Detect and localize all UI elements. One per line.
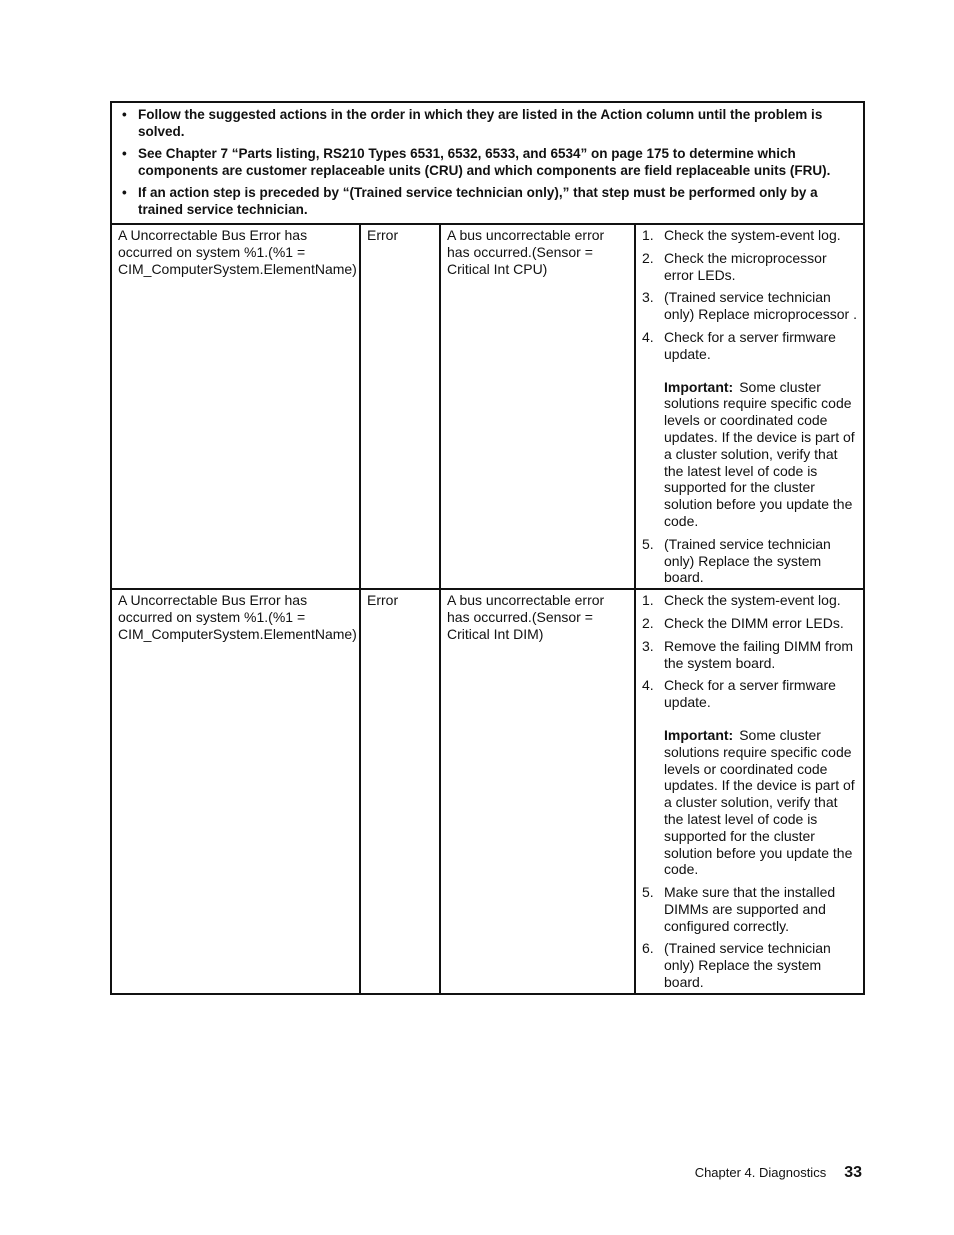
action-cell: [635, 224, 864, 589]
action-list: [636, 225, 863, 588]
action-step: [642, 329, 857, 530]
severity-cell: [360, 589, 440, 994]
action-step: [642, 940, 857, 990]
event-table: [110, 101, 865, 995]
bullet-icon: •: [122, 185, 127, 200]
message-cell: [111, 224, 360, 589]
important-text: Some cluster solutions require specific code levels or coordinated code updates. If the device is part of a cluster solution, verify that the latest level of code is supported for the cluster solution before you update the code.: [664, 378, 855, 529]
important-note: [664, 379, 857, 530]
step-text: Check for a server firmware update.: [664, 677, 836, 711]
step-text: Remove the failing DIMM from the system board.: [664, 637, 854, 671]
action-step: [642, 884, 857, 934]
action-cell: [635, 589, 864, 994]
message-cell: [111, 589, 360, 994]
action-step: [642, 289, 857, 323]
table-row: [111, 224, 864, 589]
action-step: [642, 250, 857, 284]
page-number: 33: [844, 1164, 862, 1181]
note-item: [120, 146, 855, 179]
step-text: Check the DIMM error LEDs.: [664, 614, 844, 631]
notes-cell: [111, 102, 864, 224]
table-row: [111, 589, 864, 994]
note-text: If an action step is preceded by “(Trained service technician only),” that step must be performed only by a trained service technician.: [138, 185, 818, 217]
description-text: A bus uncorrectable error has occurred.(Sensor = Critical Int DIM): [447, 592, 605, 642]
step-number: 5.: [642, 884, 654, 901]
note-item: [120, 107, 855, 140]
severity-text: Error: [367, 227, 399, 243]
step-text: Check the microprocessor error LEDs.: [664, 249, 827, 283]
notes-row: [111, 102, 864, 224]
note-text: Follow the suggested actions in the order in which they are listed in the Action column until the problem is solved.: [138, 107, 823, 139]
page-footer: [695, 1164, 862, 1182]
step-text: Check the system-event log.: [664, 592, 841, 609]
step-number: 4.: [642, 677, 654, 694]
step-number: 5.: [642, 535, 654, 552]
description-cell: [440, 589, 635, 994]
message-text: A Uncorrectable Bus Error has occurred on system %1.(%1 = CIM_ComputerSystem.ElementName): [118, 227, 357, 277]
message-text: A Uncorrectable Bus Error has occurred on system %1.(%1 = CIM_ComputerSystem.ElementName): [118, 592, 357, 642]
chapter-label: Chapter 4. Diagnostics: [694, 1165, 827, 1180]
description-cell: [440, 224, 635, 589]
action-step: [642, 677, 857, 878]
step-text: Check for a server firmware update.: [664, 328, 836, 362]
step-number: 2.: [642, 614, 654, 631]
bullet-icon: •: [122, 107, 127, 122]
step-number: 1.: [642, 592, 654, 609]
important-label: Important:: [664, 726, 734, 743]
important-label: Important:: [664, 378, 734, 395]
bullet-icon: •: [122, 146, 127, 161]
step-number: 2.: [642, 249, 654, 266]
important-text: Some cluster solutions require specific code levels or coordinated code updates. If the device is part of a cluster solution, verify that the latest level of code is supported for the cluster solution before you update the code.: [664, 726, 855, 878]
severity-cell: [360, 224, 440, 589]
step-number: 3.: [642, 637, 654, 654]
action-step: [642, 592, 857, 609]
step-text: (Trained service technician only) Replace the system board.: [664, 940, 831, 991]
step-number: 6.: [642, 940, 654, 957]
step-text: (Trained service technician only) Replace microprocessor .: [664, 289, 857, 323]
description-text: A bus uncorrectable error has occurred.(Sensor = Critical Int CPU): [447, 227, 605, 277]
action-step: [642, 227, 857, 244]
action-list: [636, 590, 863, 993]
step-number: 4.: [642, 328, 654, 345]
action-step: [642, 638, 857, 672]
note-item: [120, 185, 855, 218]
step-number: 1.: [642, 227, 654, 243]
step-text: (Trained service technician only) Replace the system board.: [664, 535, 831, 586]
step-text: Make sure that the installed DIMMs are supported and configured correctly.: [664, 884, 836, 934]
note-text: See Chapter 7 “Parts listing, RS210 Types 6531, 6532, 6533, and 6534” on page 175 to determine which components are customer replaceable units (CRU) and which components are field replaceable units (FRU).: [138, 146, 831, 178]
action-step: [642, 536, 857, 586]
step-text: Check the system-event log.: [664, 227, 841, 243]
step-number: 3.: [642, 289, 654, 306]
severity-text: Error: [367, 592, 399, 609]
action-step: [642, 615, 857, 632]
important-note: [664, 727, 857, 878]
notes-list: [120, 107, 855, 218]
